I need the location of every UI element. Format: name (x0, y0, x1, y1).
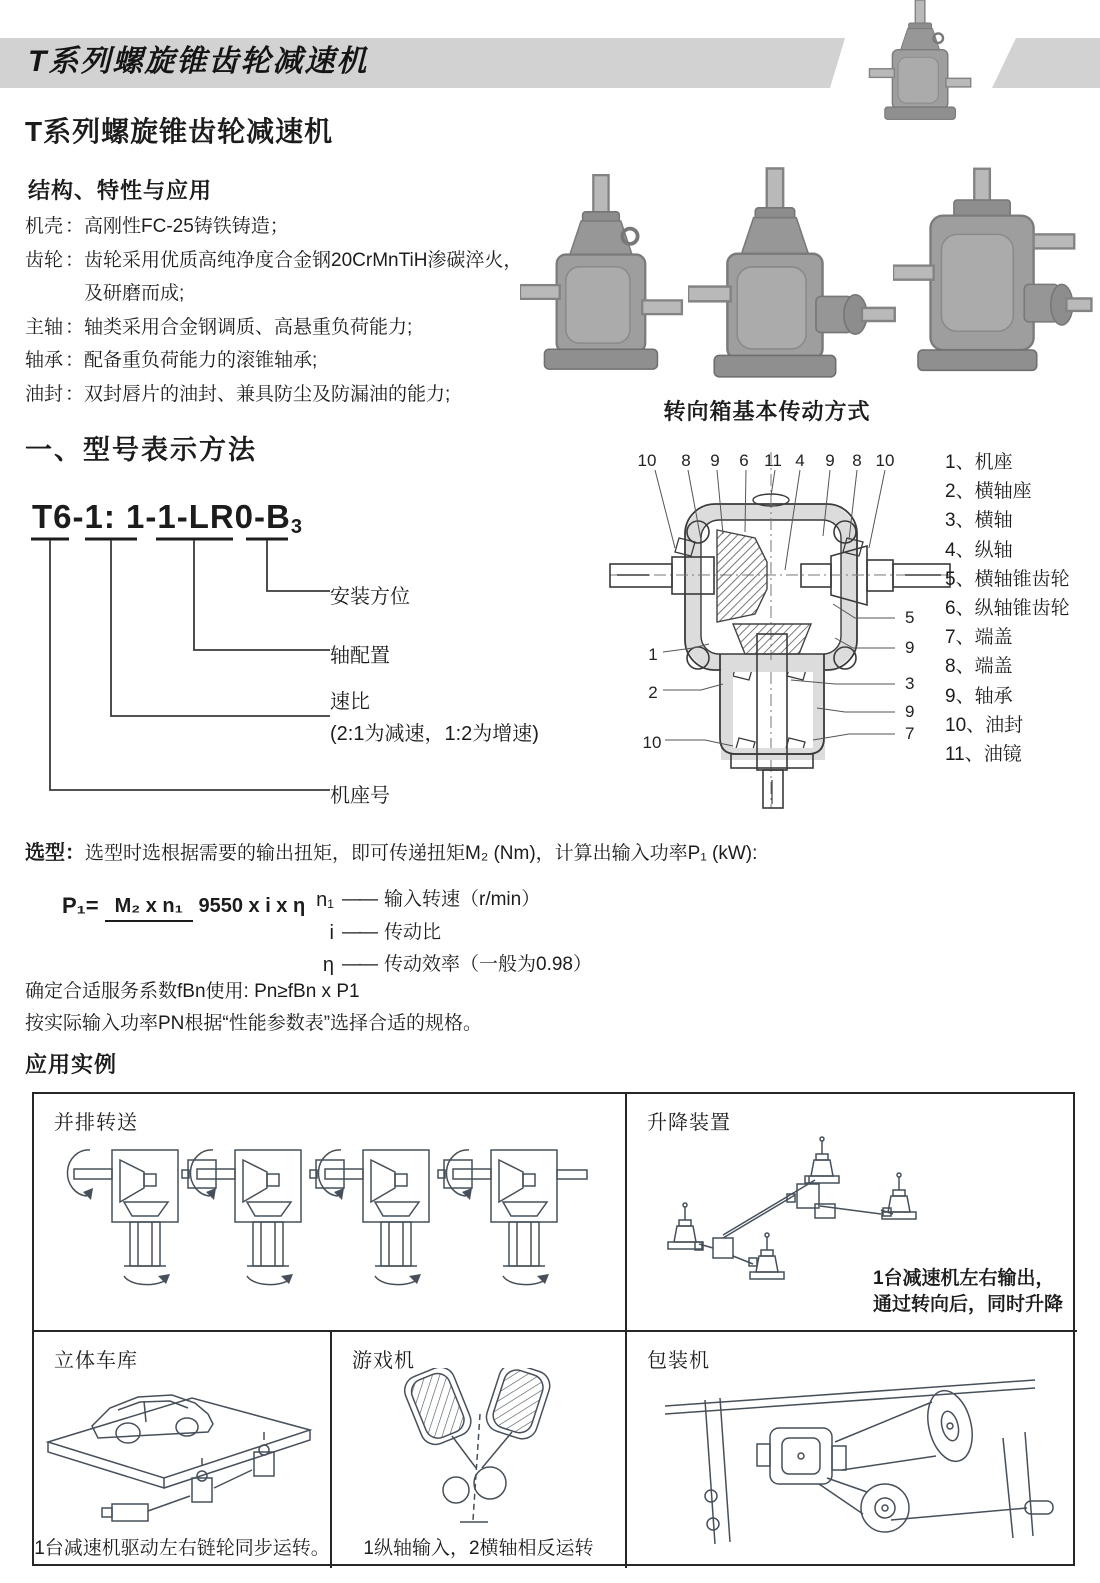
selection-lead-label: 选型： (25, 842, 85, 864)
sprocket-units (192, 1432, 274, 1502)
feature-text: 轴类采用合金钢调质、高悬重负荷能力; (84, 316, 413, 338)
frame-column (1003, 1438, 1013, 1538)
gearbox-3d-icon (869, 0, 970, 119)
model-code: T6-1: 1-1-LR0-B3 (32, 498, 303, 538)
gearbox-photo-2 (688, 162, 898, 398)
output-snout (816, 295, 895, 334)
callout: 11 (764, 451, 782, 470)
page-title: T系列螺旋锥齿轮减速机 (25, 116, 334, 147)
frame-column (720, 1398, 730, 1542)
legend-row: η —— 传动效率（一般为0.98） (322, 954, 592, 976)
gearbox-3d-icon (520, 175, 682, 369)
drive-shafts (695, 1176, 893, 1266)
callout: 1 (648, 645, 658, 664)
callout: 8 (852, 451, 862, 470)
applications-table (32, 1092, 1075, 1566)
rod (891, 1508, 1027, 1520)
feature-label: 油封 (25, 383, 64, 405)
part-item: 10、油封 (945, 714, 1024, 736)
feature-text: 高刚性FC-25铸铁铸造； (84, 216, 289, 237)
callout: 9 (905, 638, 915, 657)
big-pulley (921, 1386, 979, 1466)
callout: 2 (648, 683, 658, 702)
legend-row: i —— 传动比 (329, 921, 442, 944)
features-list (25, 210, 545, 411)
paddle-right (483, 1368, 554, 1443)
drive-motor (102, 1470, 252, 1521)
belt (842, 1456, 936, 1470)
app-cell-title: 立体车库 (54, 1350, 138, 1372)
pole (473, 1414, 480, 1520)
belt (835, 1402, 932, 1442)
model-label-ratio-note: (2:1为减速，1:2为增速) (330, 723, 539, 745)
model-label-frame: 机座号 (330, 785, 390, 807)
part-item: 9、轴承 (945, 685, 1013, 707)
part-item: 7、端盖 (945, 627, 1013, 649)
part-item: 3、横轴 (945, 510, 1013, 532)
gearbox-3d-icon (893, 169, 1091, 371)
part-item: 8、端盖 (945, 656, 1013, 678)
gearbox-photo-header (852, 0, 992, 128)
header-bar-title: T系列螺旋锥齿轮减速机 (28, 45, 369, 78)
lower-pulley (861, 1484, 909, 1532)
callout: 6 (739, 451, 749, 470)
paddle-left (400, 1368, 475, 1449)
formula-lhs: P₁= (62, 893, 99, 918)
callout: 9 (710, 451, 720, 470)
gearbox-photo-3 (893, 155, 1093, 395)
feature-text: 双封唇片的油封、兼具防尘及防漏油的能力; (84, 383, 451, 405)
app-cell-conveyor (34, 1094, 627, 1332)
platform (48, 1398, 310, 1478)
parts-list (945, 448, 1070, 769)
callout: 10 (642, 733, 662, 752)
callout: 3 (905, 674, 915, 693)
gearbox-photo-1 (520, 168, 688, 390)
gearbox (757, 1428, 846, 1484)
applications-heading: 应用实例 (25, 1052, 118, 1077)
feature-text: 齿轮采用优质高纯净度合金钢20CrMnTiH渗碳淬火， 及研磨而成; (84, 249, 523, 304)
model-label-mount: 安装方位 (330, 586, 410, 608)
feature-label: 齿轮 (25, 249, 64, 271)
arm (452, 1436, 476, 1468)
app-cell-game (332, 1332, 627, 1568)
app-cell-title: 游戏机 (352, 1350, 415, 1372)
packing-machine-drawing (635, 1366, 1065, 1558)
features-heading: 结构、特性与应用 (28, 178, 213, 203)
app-caption: 1台减速机左右输出， 通过转向后，同时升降 (872, 1268, 1063, 1315)
feature-item: 轴承 ： 配备重负荷能力的滚锥轴承; (25, 344, 545, 378)
feature-text: 配备重负荷能力的滚锥轴承; (84, 350, 318, 371)
part-item: 1、机座 (945, 452, 1013, 473)
app-cell-title: 并排转送 (54, 1112, 138, 1134)
corner-gearbox (713, 1238, 733, 1258)
part-item: 6、纵轴锥齿轮 (945, 598, 1070, 620)
legend-row: n₁ —— 输入转速（r/min） (316, 889, 541, 911)
feature-item: 齿轮 ： 齿轮采用优质高纯净度合金钢20CrMnTiH渗碳淬火， 及研磨而成; (25, 244, 545, 311)
rod-handle (1025, 1501, 1053, 1514)
formula-numerator: M₂ x n₁ (105, 895, 193, 922)
belt (827, 1478, 867, 1492)
bevel-gear-horizontal-shaft (717, 530, 767, 622)
app-cell-lift (627, 1094, 1077, 1332)
model-code-subscript: 3 (290, 516, 303, 538)
game-machine-drawing (340, 1368, 618, 1532)
diagram-title: 转向箱基本传动方式 (663, 399, 871, 424)
model-label-shaft: 轴配置 (330, 645, 390, 667)
sphere (474, 1467, 506, 1499)
app-cell-title: 包装机 (647, 1350, 710, 1372)
arm (482, 1432, 512, 1468)
selection-lead: 选型：选型时选根据需要的输出扭矩，即可传递扭矩M₂ (Nm)，计算出输入功率P₁ (kW): (25, 842, 758, 864)
model-label-ratio: 速比 (330, 691, 370, 713)
app-cell-packing (627, 1332, 1077, 1568)
callout-numbers (638, 451, 915, 752)
code-leader-lines (50, 540, 330, 790)
service-factor-note: 确定合适服务系数fBn使用: Pn≥fBn x P1 (25, 981, 360, 1002)
sphere (443, 1477, 469, 1503)
app-caption: 1纵轴输入，2横轴相反运转 (363, 1538, 594, 1559)
callout: 4 (795, 451, 805, 470)
app-cell-title: 升降装置 (647, 1112, 731, 1134)
feature-label: 轴承 (25, 350, 64, 371)
part-item: 11、油镜 (945, 744, 1022, 766)
feature-label: 机壳 (25, 216, 64, 237)
header-bar-right-segment (985, 38, 1100, 88)
part-item: 4、纵轴 (945, 539, 1013, 561)
callout: 10 (875, 451, 895, 470)
part-item: 5、横轴锥齿轮 (945, 568, 1070, 590)
lift-drawing (637, 1132, 1067, 1282)
app-caption: 1台减速机驱动左右链轮同步运转。 (34, 1538, 330, 1559)
feature-item: 油封 ： 双封唇片的油封、兼具防尘及防漏油的能力; (25, 378, 545, 412)
power-formula (62, 893, 305, 919)
output-snout (1024, 284, 1091, 325)
callout: 7 (905, 724, 915, 743)
formula-denominator: 9550 x i x η (198, 894, 306, 917)
car-outline (92, 1395, 213, 1443)
feature-item: 主轴 ： 轴类采用合金钢调质、高悬重负荷能力; (25, 311, 545, 345)
model-code-connectors (20, 536, 580, 806)
feature-item: 机壳 ： 高刚性FC-25铸铁铸造； (25, 210, 545, 244)
gearbox-cross-section (605, 438, 955, 810)
frame-column (1025, 1432, 1033, 1536)
feature-label: 主轴 (25, 316, 64, 338)
formula-legend (300, 884, 592, 982)
app-cell-garage (34, 1332, 332, 1568)
model-section-heading: 一、型号表示方法 (25, 435, 257, 465)
part-item: 2、横轴座 (945, 481, 1032, 503)
bevel-gear-vertical-shaft (733, 624, 811, 654)
callout: 5 (905, 608, 915, 627)
spec-selection-note: 按实际输入功率PN根据“性能参数表”选择合适的规格。 (25, 1013, 483, 1034)
conveyor-drawing (42, 1138, 617, 1308)
callout: 10 (637, 451, 657, 470)
callout: 9 (825, 451, 835, 470)
vertical-shaft-end (763, 770, 783, 808)
callout: 9 (905, 702, 915, 721)
gearbox-3d-icon (688, 168, 895, 376)
callout: 8 (681, 451, 691, 470)
lower-housing-wall (727, 666, 819, 754)
garage-drawing (40, 1370, 326, 1532)
